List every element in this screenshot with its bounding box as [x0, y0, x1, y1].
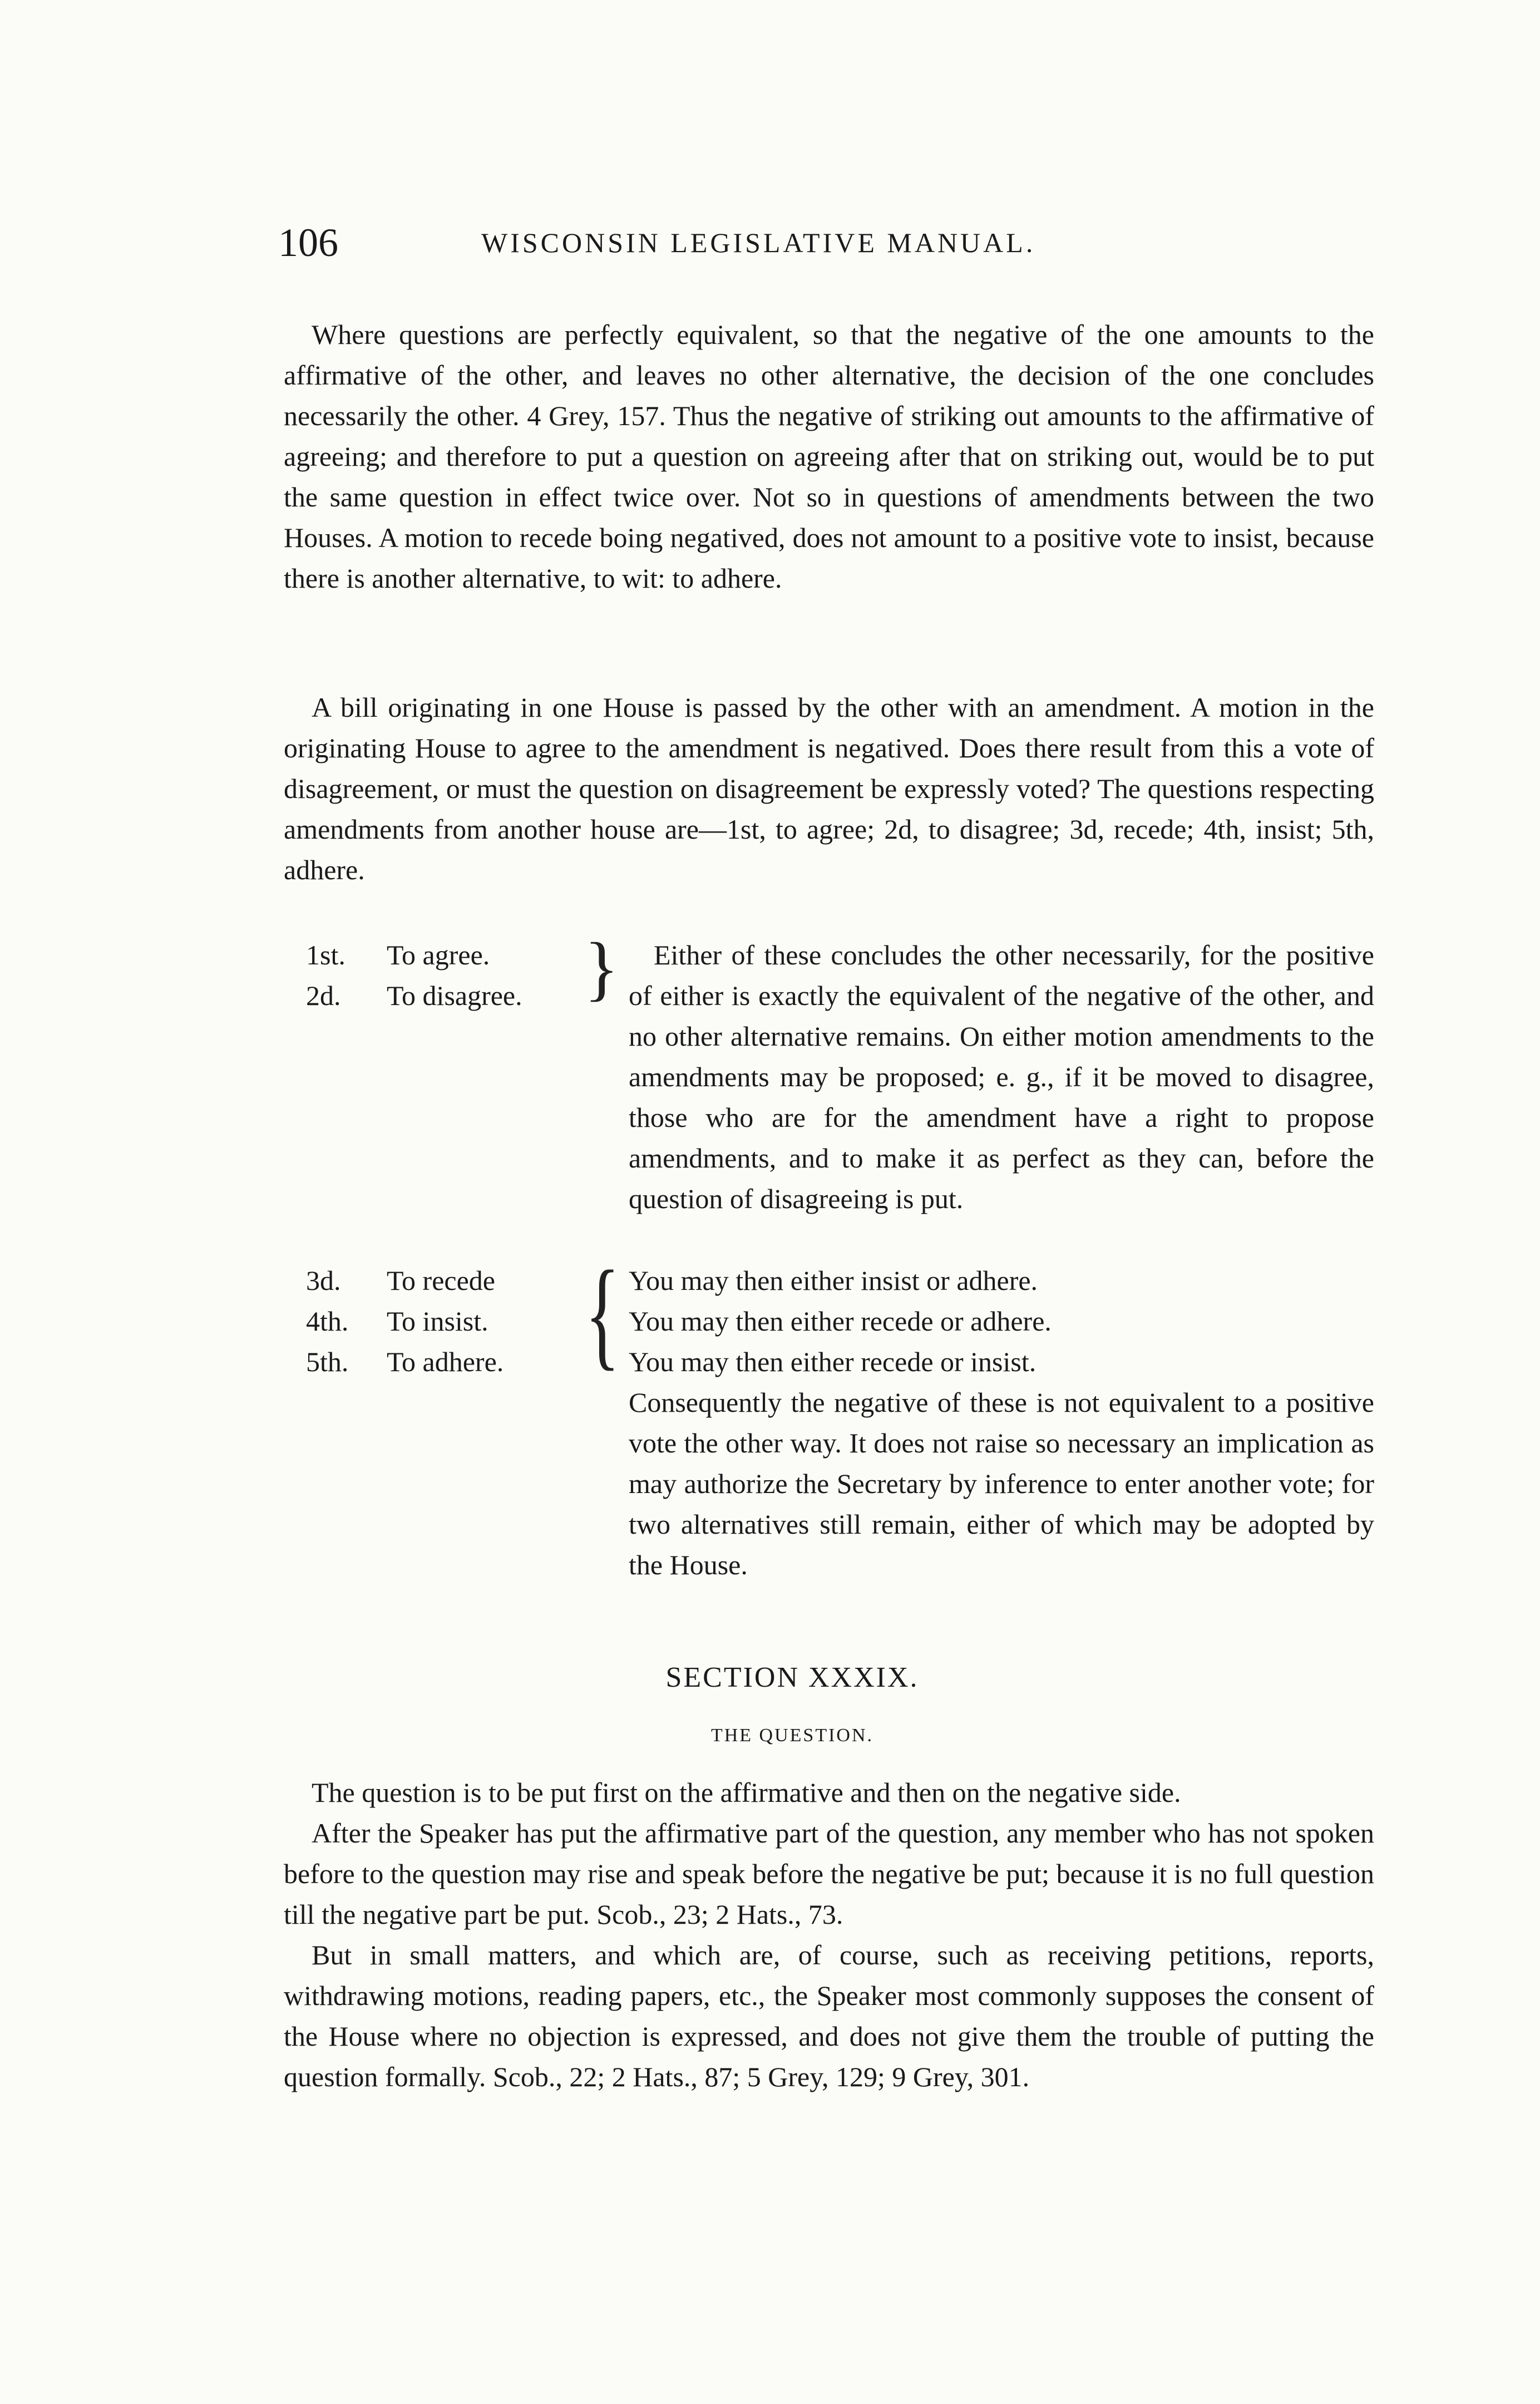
bottom-text — [284, 1772, 1374, 2097]
item-label: To disagree. — [387, 980, 522, 1011]
item-number: 4th. — [306, 1306, 349, 1337]
page-number: 106 — [278, 220, 338, 265]
paragraph-equivalent-questions: Where questions are perfectly equivalent, so that the negative of the one amounts to the affirmative of the other, and leaves no other alternative, the decision of the one concludes necessarily the other. 4 Grey, 157. Thus the negative of striking out amounts to the affirmative of agreeing; and therefore to put a question on agreeing after that on striking out, would be to put the same question in effect twice over. Not so in questions of amendments between the two Houses. A motion to recede boing negatived, does not amount to a positive vote to insist, because there is another alternative, to wit: to adhere. — [284, 319, 1374, 594]
item-number: 1st. — [306, 939, 345, 971]
list-item — [306, 935, 606, 976]
section-subtitle: THE QUESTION. — [710, 1725, 874, 1746]
note-line: You may then either recede or adhere. — [629, 1306, 1052, 1337]
item-label: To agree. — [387, 939, 490, 971]
list-item — [306, 1260, 606, 1301]
paragraph-bill-amendment: A bill originating in one House is passed by the other with an amendment. A motion in the originating House to agree to the amendment is negatived. Does there result from this a vote of disagreement, or must the question on disagreement be expressly voted? The questions respecting amendments from another house are—1st, to agree; 2d, to disagree; 3d, recede; 4th, insist; 5th, adhere. — [284, 692, 1374, 885]
list-item — [306, 976, 606, 1016]
list-item — [306, 1301, 606, 1342]
alternatives-note-2 — [629, 1260, 1374, 1585]
item-label: To adhere. — [387, 1346, 504, 1377]
conclusion-text: Consequently the negative of these is not equivalent to a positive vote the other way. It does not raise so necessary an implication as may authorize the Secretary by inference to enter another vote; for two alternatives still remain, either of which may be adopted by the House. — [629, 1387, 1374, 1580]
item-number: 2d. — [306, 980, 341, 1011]
item-label: To insist. — [387, 1306, 488, 1337]
note-text: Either of these concludes the other necessarily, for the positive of either is exactly the equivalent of the negative of the other, and no other alternative remains. On either motion amendments to the amendments may be proposed; e. g., if it be moved to disagree, those who are for the amendment have a right to propose amendments, and to make it as perfect as they can, before the question of disagreeing is put. — [629, 939, 1374, 1214]
amendment-text — [284, 687, 1374, 890]
alternatives-note-1 — [629, 935, 1374, 1219]
paragraph-speaker-affirmative: After the Speaker has put the affirmative part of the question, any member who has not spoken before to the question may rise and speak before the negative be put; because it is no full question till the negative part be put. Scob., 23; 2 Hats., 73. — [284, 1817, 1374, 1930]
brace-icon: } — [584, 928, 619, 1008]
paragraph-question-order: The question is to be put first on the affirmative and then on the negative side. — [312, 1777, 1181, 1808]
brace-icon: { — [585, 1245, 620, 1381]
alternatives-list-2 — [306, 1260, 606, 1382]
note-line: You may then either recede or insist. — [629, 1346, 1036, 1377]
item-number: 5th. — [306, 1346, 349, 1377]
top-text — [284, 314, 1374, 599]
page-header — [278, 220, 1335, 264]
paragraph-small-matters: But in small matters, and which are, of course, such as receiving petitions, reports, withdrawing motions, reading papers, etc., the Speaker most commonly supposes the consent of the House where no objection is expressed, and does not give them the trouble of putting the question formally. Scob., 22; 2 Hats., 87; 5 Grey, 129; 9 Grey, 301. — [284, 1939, 1374, 2092]
running-title: WISCONSIN LEGISLATIVE MANUAL. — [481, 227, 1036, 258]
note-line: You may then either insist or adhere. — [629, 1265, 1038, 1296]
item-label: To recede — [387, 1265, 495, 1296]
item-number: 3d. — [306, 1265, 341, 1296]
list-item — [306, 1342, 606, 1382]
alternatives-list-1 — [306, 935, 606, 1016]
section-title: SECTION XXXIX. — [665, 1662, 919, 1693]
